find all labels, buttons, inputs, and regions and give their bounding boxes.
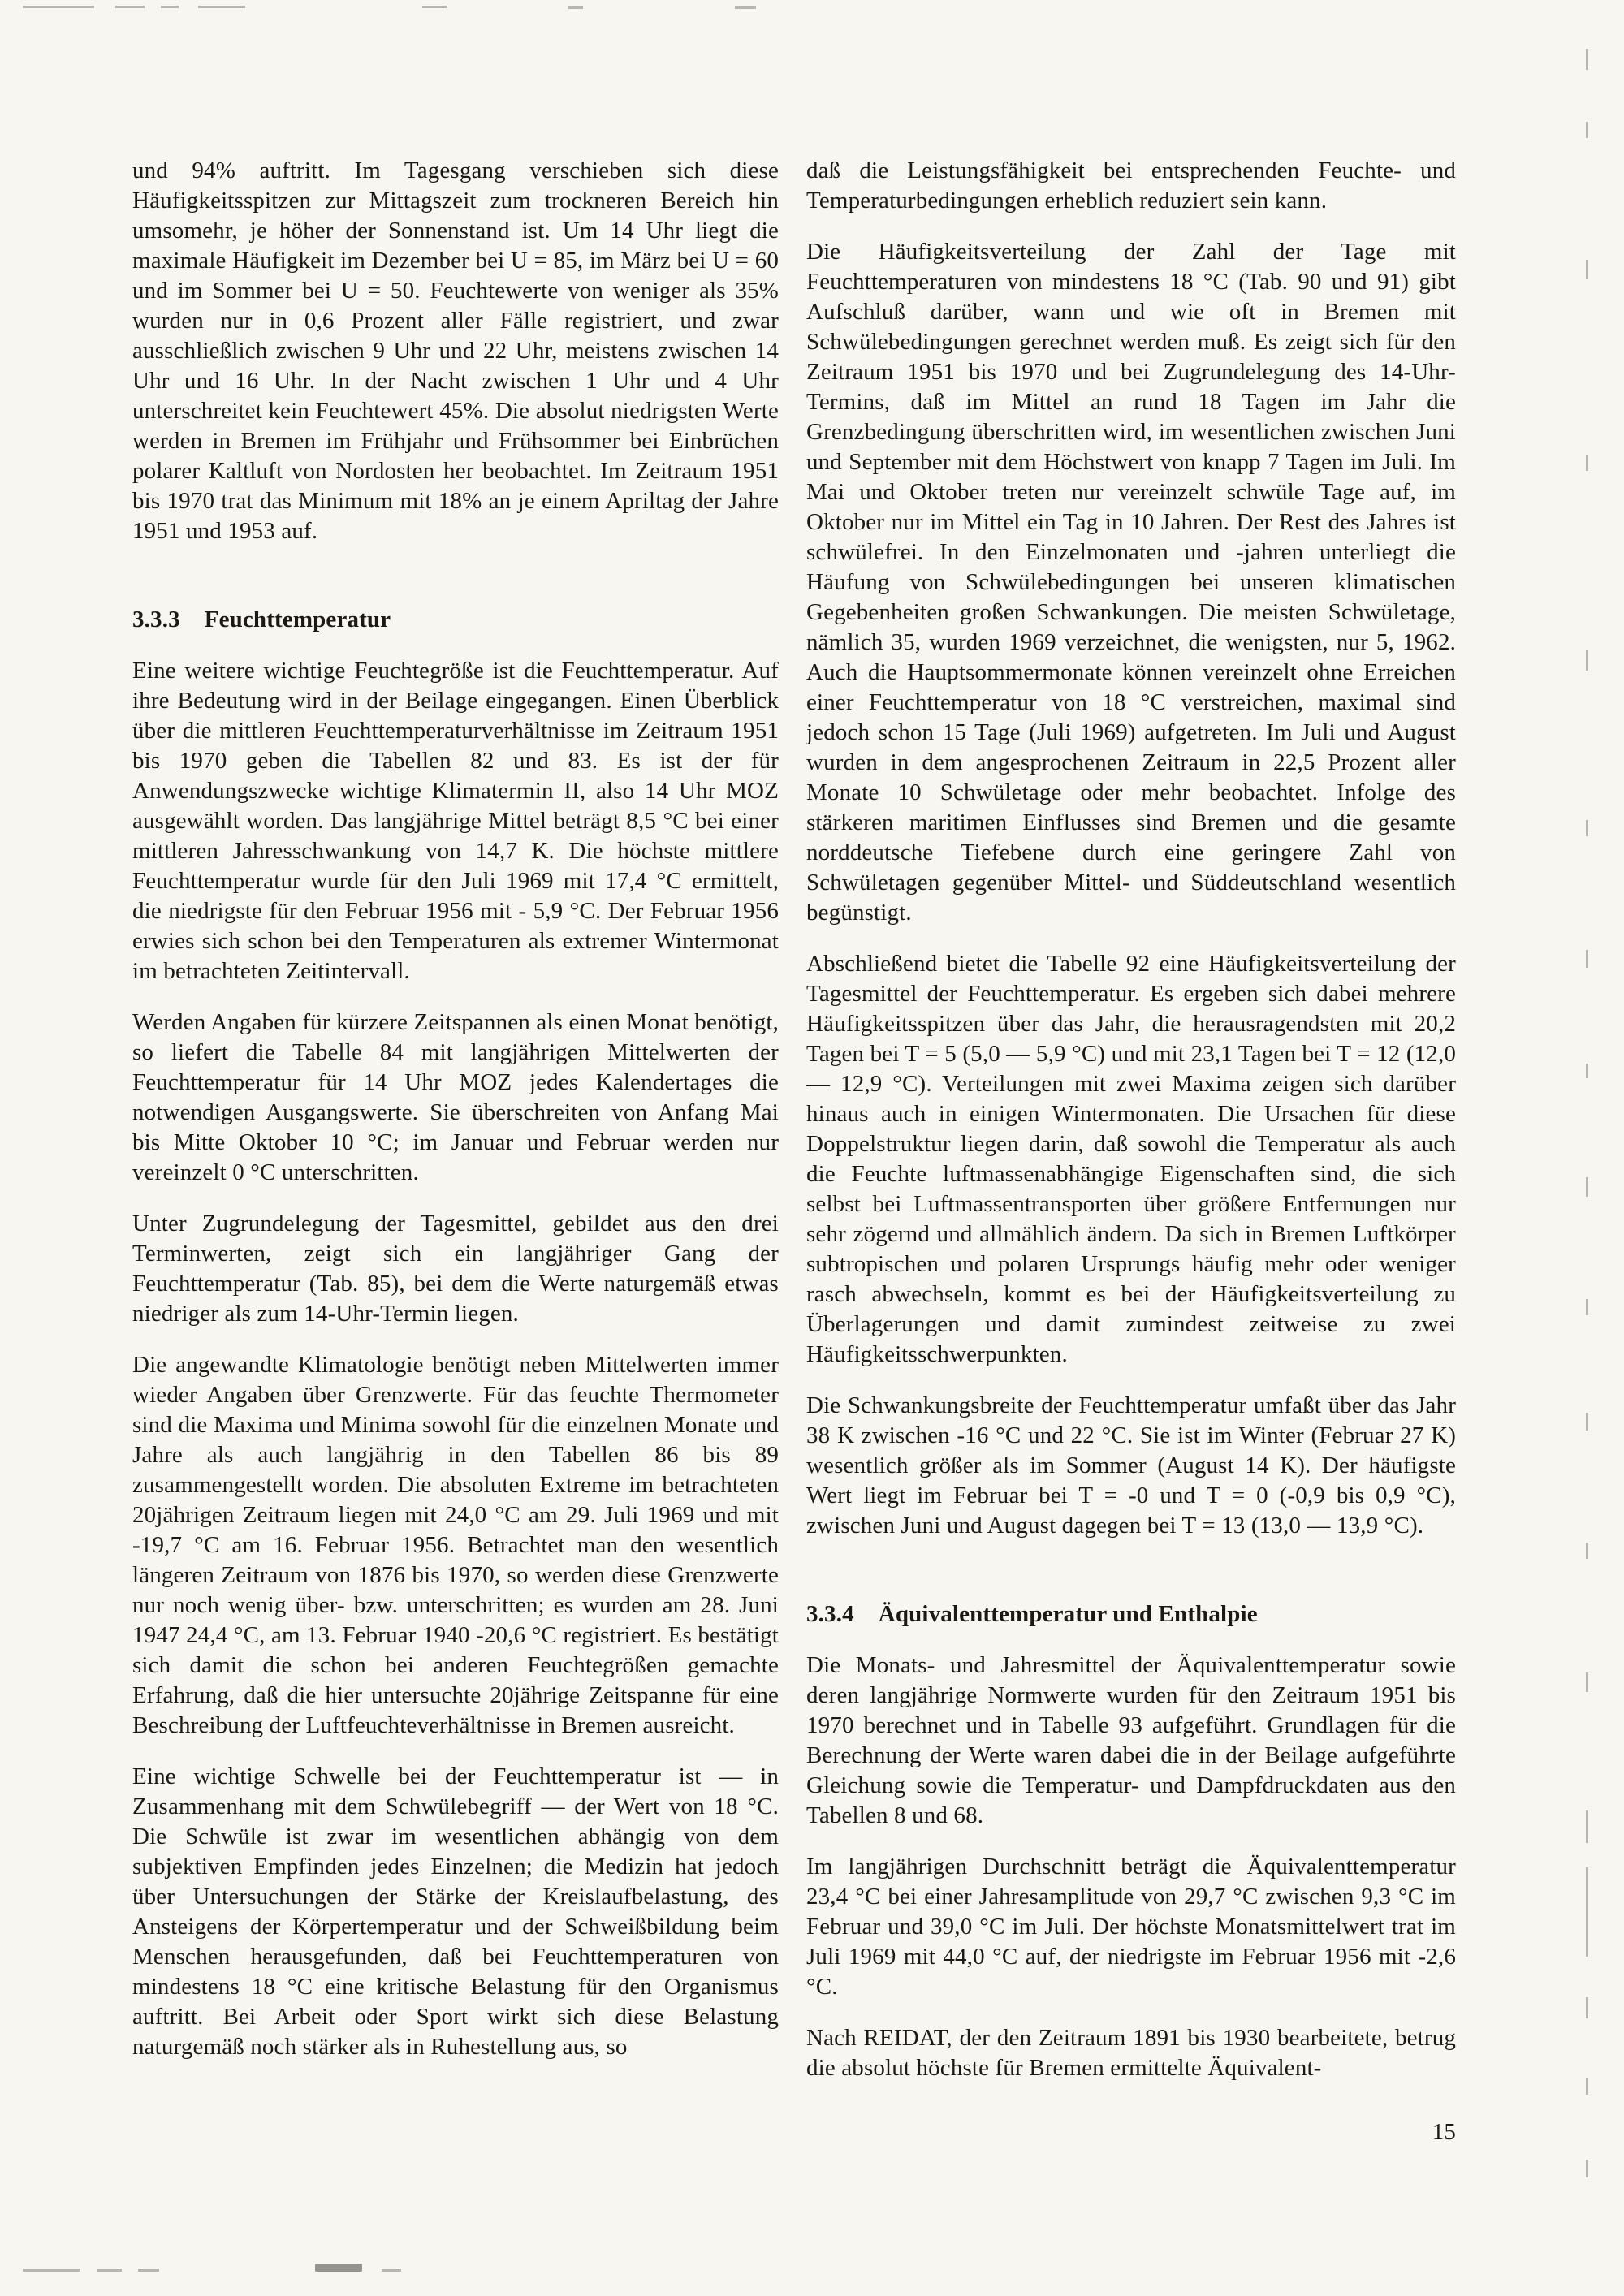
scan-artifact	[568, 6, 583, 9]
section-number: 3.3.3	[132, 606, 180, 632]
paragraph-humidity-frequency: und 94% auftritt. Im Tagesgang verschieben sich diese Häufigkeitsspitzen zur Mittagszeit zum trockneren Bereich hin umsomehr, je höher der Sonnenstand ist. Um 14 Uhr liegt die maximale Häufigkeit im Dezember bei U = 85, im März bei U = 60 und im Sommer bei U = 50. Feuchtewerte von weniger als 35% wurden nur in 0,6 Prozent aller Fälle registriert, und zwar ausschließlich zwischen 9 Uhr und 22 Uhr, meistens zwischen 14 Uhr und 16 Uhr. In der Nacht zwischen 1 Uhr und 4 Uhr unterschreitet kein Feuchtewert 45%. Die absolut niedrigsten Werte werden in Bremen im Frühjahr und Frühsommer bei Einbrüchen polarer Kaltluft von Nordosten her beobachtet. Im Zeitraum 1951 bis 1970 trat das Minimum mit 18% an je einem Apriltag der Jahre 1951 und 1953 auf.	[132, 158, 779, 544]
scan-artifact	[422, 6, 447, 8]
section-number: 3.3.4	[806, 1601, 854, 1627]
left-column	[132, 156, 779, 2083]
scan-artifact	[1586, 455, 1588, 471]
scan-artifact	[1586, 49, 1588, 70]
scan-artifact	[138, 2269, 159, 2272]
paragraph-schwankungsbreite: Die Schwankungsbreite der Feuchttemperatur umfaßt über das Jahr 38 K zwischen -16 °C und 22 °C. Sie ist im Winter (Februar 27 K) wesentlich größer als im Sommer (August 14 K). Der häufigste Wert liegt im Februar bei T = -0 und T = 0 (-0,9 bis 0,9 °C), zwischen Juni und August dagegen bei T = 13 (13,0 — 13,9 °C).	[806, 1392, 1456, 1539]
scan-artifact	[1586, 1543, 1588, 1559]
scan-artifact	[115, 6, 145, 8]
scan-artifact	[23, 2269, 80, 2272]
section-heading-feuchttemperatur	[132, 605, 779, 635]
scan-artifact	[198, 6, 245, 8]
scan-artifact	[1586, 2078, 1588, 2095]
scan-artifact	[1586, 1413, 1588, 1431]
scan-artifact	[1586, 1064, 1588, 1078]
scan-artifact	[23, 6, 94, 8]
section-title: Feuchttemperatur	[204, 606, 391, 632]
scan-artifact	[1586, 1299, 1588, 1315]
scan-artifact	[1586, 650, 1588, 671]
scan-artifact	[1586, 260, 1588, 279]
paragraph-grenzwerte: Die angewandte Klimatologie benötigt neben Mittelwerten immer wieder Angaben über Grenzwerte. Für das feuchte Thermometer sind die Maxima und Minima sowohl für die einzelnen Monate und Jahre als auch langjährig in den Tabellen 86 bis 89 zusammengestellt worden. Die absoluten Extreme im betrachteten 20jährigen Zeitraum liegen mit 24,0 °C am 29. Juli 1969 und mit -19,7 °C am 16. Februar 1956. Betrachtet man den wesentlich längeren Zeitraum von 1876 bis 1970, so werden diese Grenzwerte nur noch wenig über- bzw. unterschritten; es wurden am 28. Juni 1947 24,4 °C, am 13. Februar 1940 -20,6 °C registriert. Es bestätigt sich damit die schon bei anderen Feuchtegrößen gemachte Erfahrung, daß die hier untersuchte 20jährige Zeitspanne für eine Beschreibung der Luftfeuchteverhältnisse in Bremen ausreicht.	[132, 1352, 779, 1738]
scan-artifact	[382, 2269, 401, 2272]
scan-artifact	[315, 2264, 362, 2272]
scan-artifact	[1586, 950, 1588, 968]
paragraph-leistungsfaehigkeit: daß die Leistungsfähigkeit bei entsprechenden Feuchte- und Temperaturbedingungen erheblich reduziert sein kann.	[806, 158, 1456, 214]
scan-artifact	[735, 6, 756, 9]
scan-artifact	[161, 6, 179, 8]
scan-artifact	[97, 2269, 122, 2272]
paragraph-tabelle-84: Werden Angaben für kürzere Zeitspannen als einen Monat benötigt, so liefert die Tabelle 84 mit langjährigen Mittelwerten der Feuchttemperatur für 14 Uhr MOZ jedes Kalendertages die notwendigen Ausgangswerte. Sie überschreiten von Anfang Mai bis Mitte Oktober 10 °C; im Januar und Februar werden nur vereinzelt 0 °C unterschritten.	[132, 1009, 779, 1185]
paragraph-aequivalent-durchschnitt: Im langjährigen Durchschnitt beträgt die Äquivalenttemperatur 23,4 °C bei einer Jahresamplitude von 29,7 °C zwischen 9,3 °C im Februar und 39,0 °C im Juli. Der höchste Monatsmittelwert trat im Juli 1969 mit 44,0 °C auf, der niedrigste im Februar 1956 mit -2,6 °C.	[806, 1854, 1456, 2000]
paragraph-tagesmittel: Unter Zugrundelegung der Tagesmittel, gebildet aus den drei Terminwerten, zeigt sich ein langjähriger Gang der Feuchttemperatur (Tab. 85), bei dem die Werte naturgemäß etwas niedriger als zum 14-Uhr-Termin liegen.	[132, 1211, 779, 1327]
scan-artifact	[1586, 122, 1588, 138]
paragraph-feuchttemperatur-intro: Eine weitere wichtige Feuchtegröße ist die Feuchttemperatur. Auf ihre Bedeutung wird in der Beilage eingegangen. Einen Überblick über die mittleren Feuchttemperaturverhältnisse im Zeitraum 1951 bis 1970 geben die Tabellen 82 und 83. Es ist der für Anwendungszwecke wichtige Klimatermin II, also 14 Uhr MOZ ausgewählt worden. Das langjährige Mittel beträgt 8,5 °C bei einer mittleren Jahresschwankung von 14,7 K. Die höchste mittlere Feuchttemperatur wurde für den Juli 1969 mit 17,4 °C ermittelt, die niedrigste für den Februar 1956 mit - 5,9 °C. Der Februar 1956 erwies sich schon bei den Temperaturen als extremer Wintermonat im betrachteten Zeitintervall.	[132, 658, 779, 984]
right-column	[806, 156, 1456, 2147]
page-number: 15	[1432, 2119, 1456, 2145]
scan-artifact	[1586, 2160, 1588, 2177]
scan-artifact	[1586, 820, 1588, 836]
section-heading-aequivalenttemperatur	[806, 1599, 1456, 1629]
paragraph-schwelle-18-grad: Eine wichtige Schwelle bei der Feuchttemperatur ist — in Zusammenhang mit dem Schwülebegriff — der Wert von 18 °C. Die Schwüle ist zwar im wesentlichen abhängig von dem subjektiven Empfinden jedes Einzelnen; die Medizin hat jedoch über Untersuchungen der Stärke der Kreislaufbelastung, des Ansteigens der Körpertemperatur und der Schweißbildung beim Menschen herausgefunden, daß bei Feuchttemperaturen von mindestens 18 °C eine kritische Belastung für den Organismus auftritt. Bei Arbeit oder Sport wirkt sich diese Belastung naturgemäß noch stärker als in Ruhestellung aus, so	[132, 1763, 779, 2060]
scan-artifact	[1586, 1997, 1588, 2018]
paragraph-tabelle-92: Abschließend bietet die Tabelle 92 eine Häufigkeitsverteilung der Tagesmittel der Feuchttemperatur. Es ergeben sich dabei mehrere Häufigkeitsspitzen über das Jahr, die herausragendsten mit 20,2 Tagen bei T = 5 (5,0 — 5,9 °C) und mit 23,1 Tagen bei T = 12 (12,0 — 12,9 °C). Verteilungen mit zwei Maxima zeigen sich darüber hinaus auch in einigen Wintermonaten. Die Ursachen für diese Doppelstruktur liegen darin, daß sowohl die Temperatur als auch die Feuchte luftmassenabhängige Eigenschaften sind, die sich selbst bei Luftmassentransporten über größere Entfernungen nur sehr zögernd und allmählich ändern. Da sich in Bremen Luftkörper subtropischen und polaren Ursprungs häufig mehr oder weniger rasch abwechseln, kommt es bei der Häufigkeitsverteilung zu Überlagerungen und damit zumindest zeitweise zu zwei Häufigkeitsschwerpunkten.	[806, 951, 1456, 1367]
paragraph-aequivalent-mittel: Die Monats- und Jahresmittel der Äquivalenttemperatur sowie deren langjährige Normwerte wurden für den Zeitraum 1951 bis 1970 berechnet und in Tabelle 93 aufgeführt. Grundlagen für die Berechnung der Werte waren dabei die in der Beilage aufgeführte Gleichung sowie die Temperatur- und Dampfdruckdaten aus den Tabellen 8 und 68.	[806, 1652, 1456, 1828]
paragraph-reidat: Nach REIDAT, der den Zeitraum 1891 bis 1930 bearbeitete, betrug die absolut höchste für Bremen ermittelte Äquivalent-	[806, 2025, 1456, 2081]
section-title: Äquivalenttemperatur und Enthalpie	[878, 1601, 1258, 1627]
scan-artifact	[1586, 1810, 1588, 1843]
paragraph-haeufigkeitsverteilung-schwuele: Die Häufigkeitsverteilung der Zahl der Tage mit Feuchttemperaturen von mindestens 18 °C (Tab. 90 und 91) gibt Aufschluß darüber, wann und wie oft in Bremen mit Schwülebedingungen gerechnet werden muß. Es zeigt sich für den Zeitraum 1951 bis 1970 und bei Zugrundelegung des 14-Uhr-Termins, daß im Mittel an rund 18 Tagen im Jahr die Grenzbedingung überschritten wird, im wesentlichen zwischen Juni und September mit dem Höchstwert von knapp 7 Tagen im Juli. Im Mai und Oktober treten nur vereinzelt schwüle Tage auf, im Oktober nur im Mittel ein Tag in 10 Jahren. Der Rest des Jahres ist schwülefrei. In den Einzelmonaten und -jahren unterliegt die Häufung von Schwülebedingungen bei unseren klimatischen Gegebenheiten großen Schwankungen. Die meisten Schwületage, nämlich 35, wurden 1969 verzeichnet, die wenigsten, nur 5, 1962. Auch die Hauptsommermonate können vereinzelt ohne Erreichen einer Feuchttemperatur von 18 °C verstreichen, maximal sind jedoch schon 15 Tage (Juli 1969) aufgetreten. Im Juli und August wurden in dem angesprochenen Zeitraum in 22,5 Prozent aller Monate 10 Schwületage oder mehr beobachtet. Infolge des stärkeren maritimen Einflusses sind Bremen und die gesamte norddeutsche Tiefebene durch eine geringere Zahl von Schwületagen gegenüber Mittel- und Süddeutschland wesentlich begünstigt.	[806, 239, 1456, 926]
scan-artifact	[1586, 1177, 1588, 1197]
scan-artifact	[1586, 1867, 1588, 1957]
scan-artifact	[1586, 1672, 1588, 1692]
